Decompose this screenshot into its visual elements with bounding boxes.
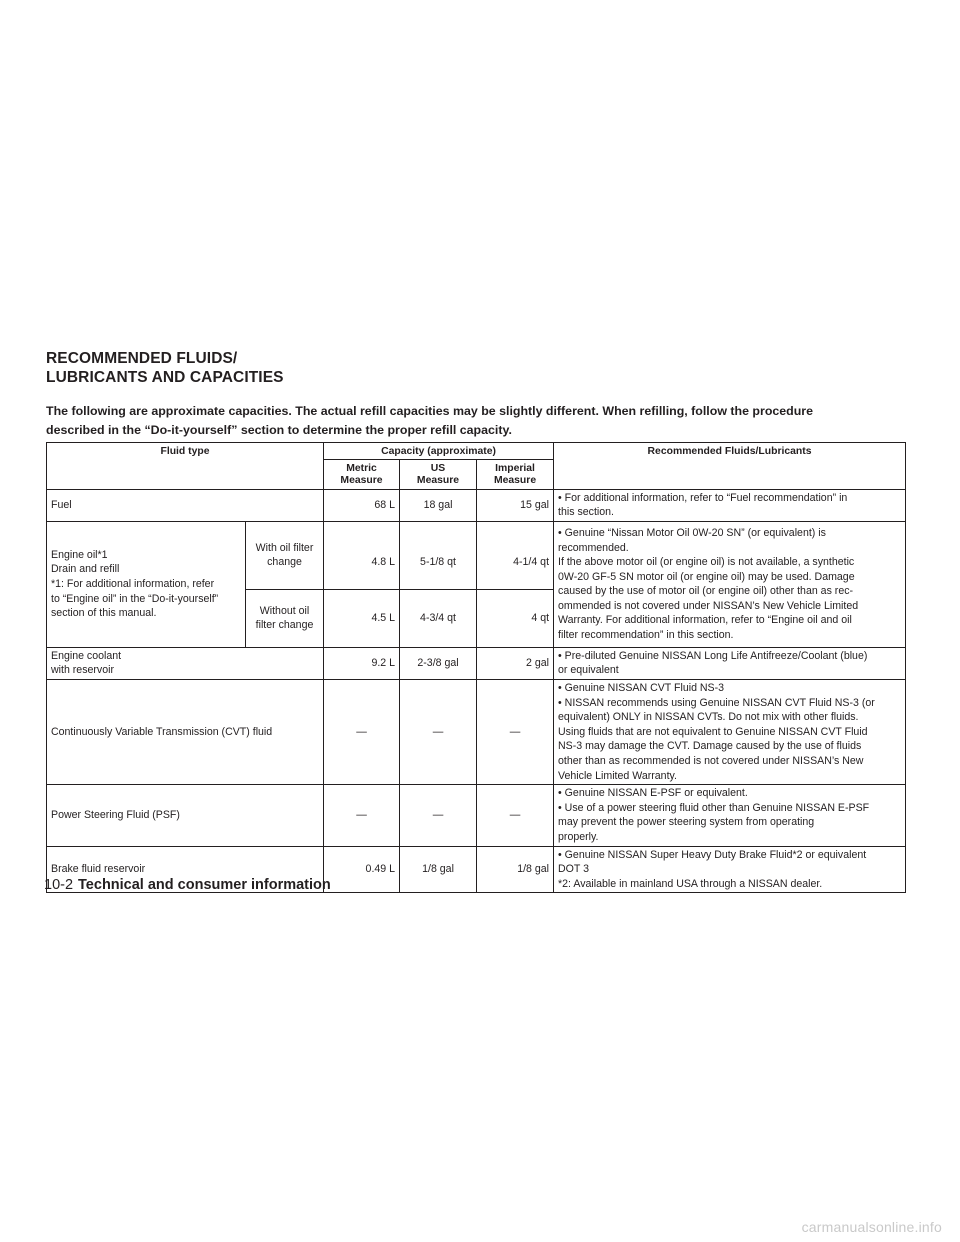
cvt-us: — xyxy=(400,679,477,784)
chapter-title: Technical and consumer information xyxy=(78,877,331,893)
page-footer xyxy=(44,876,331,894)
fuel-us: 18 gal xyxy=(400,489,477,521)
header-imperial: Imperial Measure xyxy=(477,460,554,489)
table-row-psf xyxy=(47,785,906,846)
header-fluid-type: Fluid type xyxy=(47,443,324,490)
brake-metric: 0.49 L xyxy=(324,846,400,893)
header-metric: Metric Measure xyxy=(324,460,400,489)
without-filter-label: Without oil filter change xyxy=(246,589,324,647)
psf-metric: — xyxy=(324,785,400,846)
with-filter-us: 5-1/8 qt xyxy=(400,521,477,589)
page-number: 10-2 xyxy=(44,877,74,893)
coolant-imperial: 2 gal xyxy=(477,647,554,679)
cvt-recommendation: • Genuine NISSAN CVT Fluid NS-3 • NISSAN recommends using Genuine NISSAN CVT Fluid NS-3 (or equivalent) ONLY in NISSAN CVTs. Do not mix with other fluids. Using fluids that are not equivalent to Genuine NISSAN CVT Fluid NS-3 may damage the CVT. Damage caused by the use of fluids other than as recommended is not covered under NISSAN’s New Vehicle Limited Warranty. xyxy=(554,679,906,784)
fuel-recommendation: • For additional information, refer to “Fuel recommendation” in this section. xyxy=(554,489,906,521)
psf-label: Power Steering Fluid (PSF) xyxy=(47,785,324,846)
section-title-line-1: RECOMMENDED FLUIDS/ xyxy=(46,350,238,367)
header-recommended: Recommended Fluids/Lubricants xyxy=(554,443,906,490)
psf-recommendation: • Genuine NISSAN E-PSF or equivalent. • Use of a power steering fluid other than Genuine NISSAN E-PSF may prevent the power steering system from operating properly. xyxy=(554,785,906,846)
table-row-engine-oil-with-filter xyxy=(47,521,906,589)
without-filter-us: 4-3/4 qt xyxy=(400,589,477,647)
table-row-cvt xyxy=(47,679,906,784)
brake-us: 1/8 gal xyxy=(400,846,477,893)
intro-line-1: The following are approximate capacities. The actual refill capacities may be slightly different. When refilling, follow the procedure xyxy=(46,404,814,418)
fuel-metric: 68 L xyxy=(324,489,400,521)
brake-label: Brake fluid reservoir xyxy=(47,846,324,893)
cvt-label: Continuously Variable Transmission (CVT) fluid xyxy=(47,679,324,784)
coolant-metric: 9.2 L xyxy=(324,647,400,679)
brake-recommendation: • Genuine NISSAN Super Heavy Duty Brake Fluid*2 or equivalent DOT 3 *2: Available in mainland USA through a NISSAN dealer. xyxy=(554,846,906,893)
psf-imperial: — xyxy=(477,785,554,846)
watermark: carmanualsonline.info xyxy=(801,1219,942,1235)
intro-paragraph xyxy=(46,402,916,439)
header-us: US Measure xyxy=(400,460,477,489)
section-title-line-2: LUBRICANTS AND CAPACITIES xyxy=(46,369,284,386)
table-header-row xyxy=(47,443,906,460)
table-row-coolant xyxy=(47,647,906,679)
cvt-imperial: — xyxy=(477,679,554,784)
intro-line-2: described in the “Do-it-yourself” section to determine the proper refill capacity. xyxy=(46,422,512,437)
coolant-label: Engine coolant with reservoir xyxy=(47,647,324,679)
engine-oil-recommendation: • Genuine “Nissan Motor Oil 0W-20 SN” (or equivalent) is recommended. If the above motor oil (or engine oil) is not available, a synthetic 0W-20 GF-5 SN motor oil (or engine oil) may be used. Damage caused by the use of motor oil (or engine oil) other than as rec- ommended is not covered under NISSAN’s New Vehicle Limited Warranty. For additional information, refer to “Engine oil and oil filter recommendation” in this section. xyxy=(554,521,906,647)
without-filter-imperial: 4 qt xyxy=(477,589,554,647)
with-filter-label: With oil filter change xyxy=(246,521,324,589)
with-filter-metric: 4.8 L xyxy=(324,521,400,589)
section-title xyxy=(46,349,546,387)
fluids-capacity-table xyxy=(46,442,906,893)
cvt-metric: — xyxy=(324,679,400,784)
coolant-us: 2-3/8 gal xyxy=(400,647,477,679)
coolant-recommendation: • Pre-diluted Genuine NISSAN Long Life Antifreeze/Coolant (blue) or equivalent xyxy=(554,647,906,679)
without-filter-metric: 4.5 L xyxy=(324,589,400,647)
psf-us: — xyxy=(400,785,477,846)
brake-imperial: 1/8 gal xyxy=(477,846,554,893)
header-capacity: Capacity (approximate) xyxy=(324,443,554,460)
table-row-fuel xyxy=(47,489,906,521)
fuel-label: Fuel xyxy=(47,489,324,521)
engine-oil-label: Engine oil*1 Drain and refill *1: For additional information, refer to “Engine oil” in the “Do-it-yourself” section of this manual. xyxy=(47,521,246,647)
fuel-imperial: 15 gal xyxy=(477,489,554,521)
with-filter-imperial: 4-1/4 qt xyxy=(477,521,554,589)
